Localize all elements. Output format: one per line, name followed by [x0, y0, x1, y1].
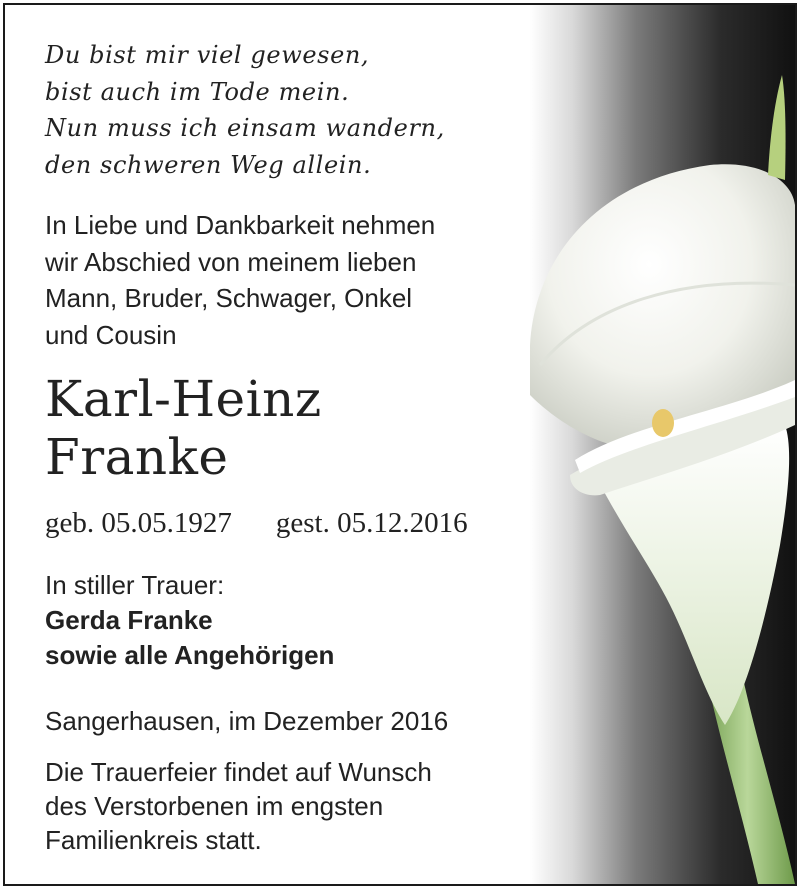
mourners	[45, 568, 334, 673]
first-name: Karl-Heinz	[45, 370, 322, 428]
death-date: gest. 05.12.2016	[275, 507, 468, 539]
birth-date: geb. 05.05.1927	[45, 507, 232, 539]
life-dates	[45, 505, 468, 541]
note-line: Familienkreis statt.	[45, 825, 262, 855]
calla-lily-image	[530, 5, 795, 884]
mourner-name: Gerda Franke	[45, 605, 213, 635]
calla-lily-icon	[530, 5, 795, 884]
place-date	[45, 703, 448, 739]
intro-line: In Liebe und Dankbarkeit nehmen	[45, 210, 436, 240]
place-date-line: Sangerhausen, im Dezember 2016	[45, 706, 449, 736]
mourner-name: sowie alle Angehörigen	[45, 640, 335, 670]
deceased-name	[45, 370, 322, 486]
intro-text	[45, 207, 435, 353]
intro-line: und Cousin	[45, 319, 177, 350]
last-name: Franke	[45, 428, 229, 486]
intro-line: wir Abschied von meinem lieben	[45, 246, 417, 277]
poem-line: bist auch im Tode mein.	[45, 77, 350, 106]
note-line: des Verstorbenen im engsten	[45, 791, 384, 821]
obituary-card	[3, 3, 797, 886]
poem-line: Du bist mir viel gewesen,	[45, 41, 370, 69]
poem-line: den schweren Weg allein.	[45, 150, 372, 179]
funeral-note	[45, 755, 432, 857]
poem-line: Nun muss ich einsam wandern,	[45, 114, 445, 142]
mourners-heading: In stiller Trauer:	[45, 570, 225, 600]
poem	[45, 37, 445, 183]
intro-line: Mann, Bruder, Schwager, Onkel	[45, 283, 413, 313]
note-line: Die Trauerfeier findet auf Wunsch	[45, 757, 432, 787]
